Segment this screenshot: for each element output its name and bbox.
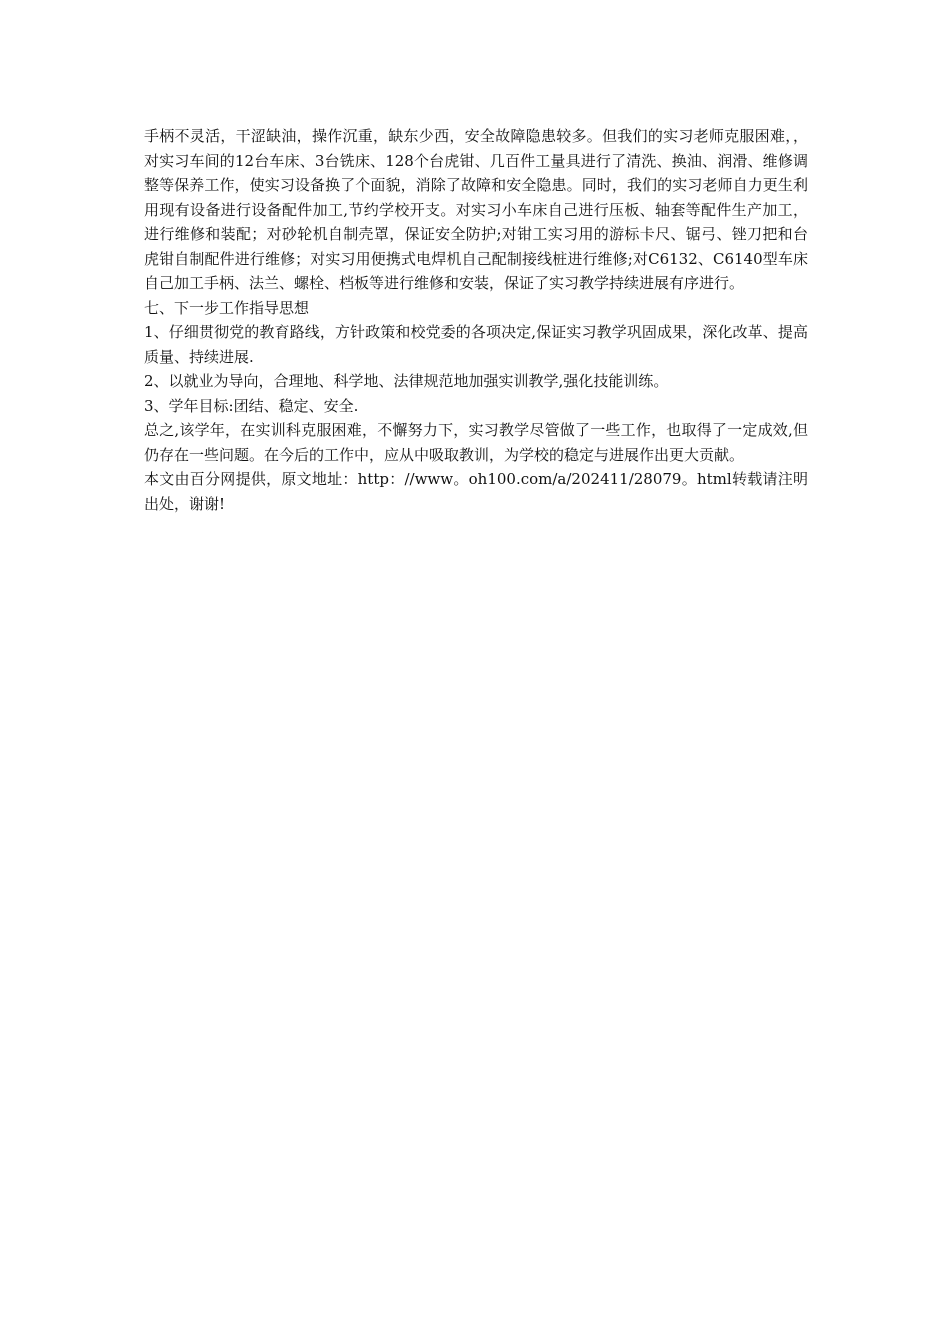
- paragraph-source-note: 本文由百分网提供，原文地址：http：//www。oh100.com/a/202411/28079。html转载请注明出处，谢谢!: [144, 470, 808, 513]
- document-body: [144, 124, 808, 516]
- list-item-3: 3、学年目标:团结、稳定、安全.: [144, 396, 359, 415]
- list-item-2: 2、以就业为导向，合理地、科学地、法律规范地加强实训教学,强化技能训练。: [144, 372, 669, 390]
- list-item-1: 1、仔细贯彻党的教育路线，方针政策和校党委的各项决定,保证实习教学巩固成果，深化改革、提高质量、持续进展.: [144, 323, 808, 366]
- section-heading-next-steps: 七、下一步工作指导思想: [144, 298, 310, 317]
- paragraph-summary: 总之,该学年，在实训科克服困难，不懈努力下，实习教学尽管做了一些工作，也取得了一定成效,但仍存在一些问题。在今后的工作中，应从中吸取教训，为学校的稳定与进展作出更大贡献。: [144, 421, 808, 464]
- paragraph-maintenance: 手柄不灵活，干涩缺油，操作沉重，缺东少西，安全故障隐患较多。但我们的实习老师克服困难，，对实习车间的12台车床、3台铣床、128个台虎钳、几百件工量具进行了清洗、换油、润滑、维修调整等保养工作，使实习设备换了个面貌，消除了故障和安全隐患。同时，我们的实习老师自力更生利用现有设备进行设备配件加工,节约学校开支。对实习小车床自己进行压板、轴套等配件生产加工，进行维修和装配；对砂轮机自制壳罩，保证安全防护;对钳工实习用的游标卡尺、锯弓、锉刀把和台虎钳自制配件进行维修；对实习用便携式电焊机自己配制接线桩进行维修;对C6132、C6140型车床自己加工手柄、法兰、螺栓、档板等进行维修和安装，保证了实习教学持续进展有序进行。: [144, 127, 808, 292]
